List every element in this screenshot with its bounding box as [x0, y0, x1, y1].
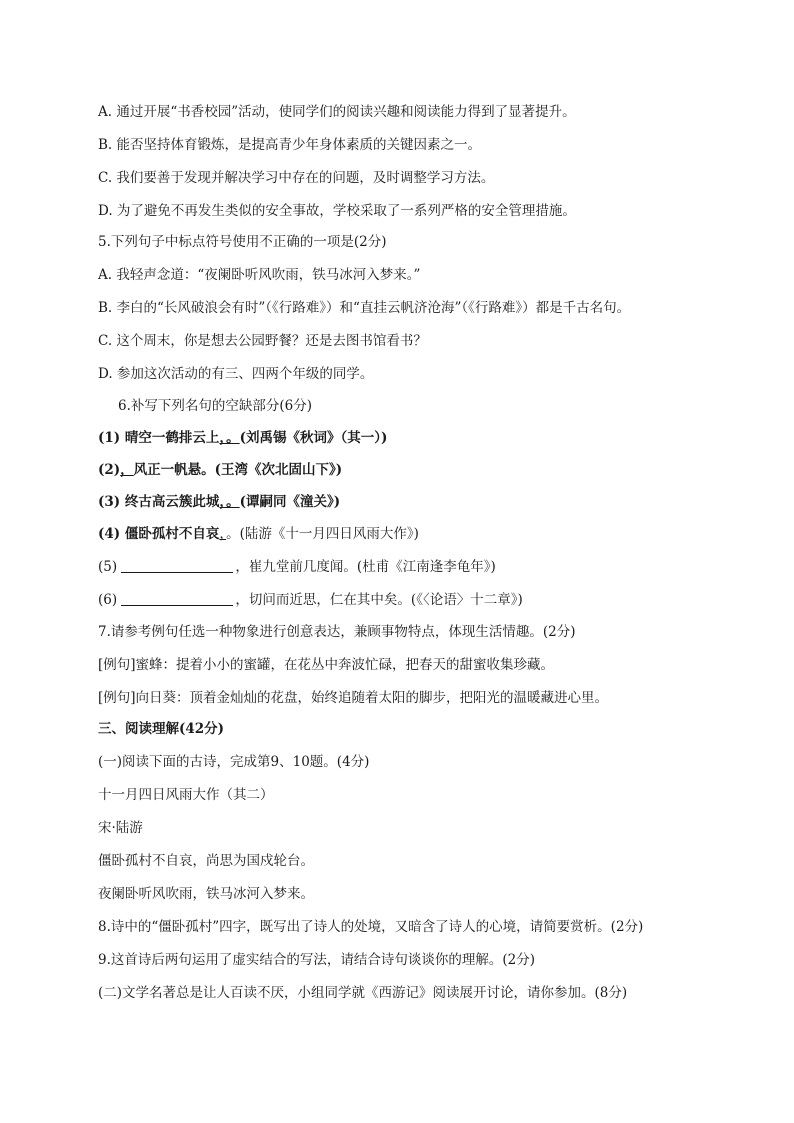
- q9-stem: 9.这首诗后两句运用了虚实结合的写法，请结合诗句谈谈你的理解。(2分): [98, 952, 536, 968]
- q6-4-text: (4) 僵卧孤村不自哀: [98, 526, 220, 542]
- section-3-title: 三、阅读理解(42分): [98, 721, 225, 737]
- q7-stem: 7.请参考例句任选一种物象进行创意表达，兼顾事物特点，体现生活情趣。(2分): [98, 624, 576, 640]
- q6-1-source: (刘禹锡《秋词》（其一）): [239, 430, 388, 446]
- poem-line-1: 僵卧孤村不自哀，尚思为国戍轮台。: [98, 853, 314, 869]
- q4-option-d: D. 为了避免不再发生类似的安全事故，学校采取了一系列严格的安全管理措施。: [98, 203, 576, 219]
- q7-example-1: [例句]蜜蜂：提着小小的蜜罐，在花丛中奔波忙碌，把春天的甜蜜收集珍藏。: [98, 657, 555, 673]
- q6-4-source: 。(陆游《十一月四日风雨大作》): [226, 526, 419, 542]
- q6-3-source: (谭嗣同《潼关》): [239, 494, 341, 510]
- q5-option-d: D. 参加这次活动的有三、四两个年级的同学。: [98, 366, 374, 382]
- q6-1-blank[interactable]: ，。: [219, 430, 240, 446]
- q6-2-num: (2): [98, 462, 121, 478]
- q6-stem: 6.补写下列名句的空缺部分(6分): [118, 398, 313, 414]
- q5-option-c: C. 这个周末，你是想去公园野餐？还是去图书馆看书？: [98, 333, 427, 349]
- q4-option-b: B. 能否坚持体育锻炼，是提高青少年身体素质的关键因素之一。: [98, 137, 482, 153]
- q6-6-blank[interactable]: [121, 591, 233, 606]
- q6-item-4: [98, 524, 738, 544]
- q6-6-text: ，切问而近思，仁在其中矣。(《〈论语〉十二章》): [235, 592, 523, 608]
- poem-title: 十一月四日风雨大作（其二）: [98, 787, 274, 803]
- q6-3-blank[interactable]: ，。: [219, 494, 240, 510]
- q7-example-2: [例句]向日葵：顶着金灿灿的花盘，始终追随着太阳的脚步，把阳光的温暖藏进心里。: [98, 690, 609, 706]
- q6-1-text: (1) 晴空一鹤排云上: [98, 430, 220, 446]
- q6-item-3: [98, 492, 738, 512]
- section-3-part-2: (二)文学名著总是让人百读不厌，小组同学就《西游记》阅读展开讨论，请你参加。(8分): [98, 985, 628, 1001]
- q6-2-blank[interactable]: ，: [120, 462, 134, 478]
- q6-item-1: [98, 428, 738, 448]
- q5-option-b: B. 李白的“长风破浪会有时”（《行路难》）和“直挂云帆济沧海”（《行路难》）都是千古名句。: [98, 300, 631, 316]
- q5-stem: 5.下列句子中标点符号使用不正确的一项是(2分): [98, 234, 387, 250]
- q4-option-a: A. 通过开展“书香校园”活动，使同学们的阅读兴趣和阅读能力得到了显著提升。: [98, 104, 576, 120]
- q6-item-6: [98, 590, 738, 610]
- q6-4-blank[interactable]: ，: [219, 526, 227, 542]
- q8-stem: 8.诗中的“僵卧孤村”四字，既写出了诗人的处境，又暗含了诗人的心境，请简要赏析。(2分): [98, 919, 644, 935]
- q6-item-5: [98, 557, 738, 577]
- q6-3-text: (3) 终古高云簇此城: [98, 494, 220, 510]
- q6-5-text: ，崔九堂前几度闻。(杜甫《江南逢李龟年》): [235, 559, 496, 575]
- section-3-part-1: (一)阅读下面的古诗，完成第9、10题。(4分): [98, 754, 370, 770]
- poem-line-2: 夜阑卧听风吹雨，铁马冰河入梦来。: [98, 886, 314, 902]
- q6-5-num: (5): [98, 559, 118, 575]
- q6-2-text: 风正一帆悬。(王湾《次北固山下》): [133, 462, 343, 478]
- poem-author: 宋·陆游: [98, 820, 143, 836]
- q6-5-blank[interactable]: [121, 558, 233, 573]
- q4-option-c: C. 我们要善于发现并解决学习中存在的问题，及时调整学习方法。: [98, 170, 495, 186]
- q6-item-2: [98, 460, 738, 480]
- q6-6-num: (6): [98, 592, 118, 608]
- q5-option-a: A. 我轻声念道：“夜阑卧听风吹雨，铁马冰河入梦来。”: [98, 267, 421, 283]
